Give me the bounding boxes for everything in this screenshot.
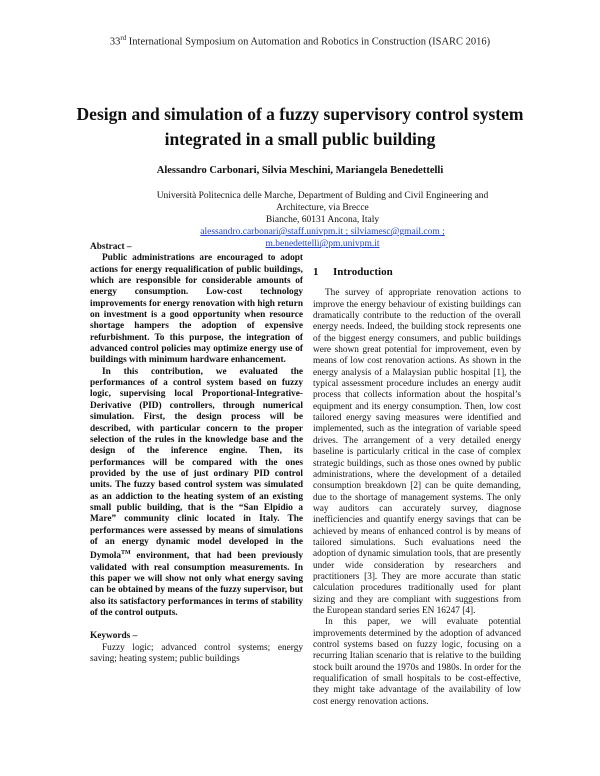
keywords-heading: Keywords – (90, 631, 138, 642)
affiliation (150, 190, 495, 250)
trademark-sup: TM (121, 550, 131, 557)
abstract-heading: Abstract – (90, 242, 132, 252)
intro-paragraph-2: In this paper, we will evaluate potential improvements determined by the adoption of advanced control systems based on fuzzy logic, focusing on a recurring Italian scenario that is relative to the building stock built around the 1970s and 1980s. In order for the requalification of small hospitals to be cost-effective, they might take advantage of the availability of low cost energy renovation actions. (313, 617, 521, 707)
abstract-paragraph-2 (90, 367, 303, 620)
left-column (90, 242, 303, 665)
affiliation-line-1: Università Politecnica delle Marche, Department of Bulding and Civil Engineering and Architecture, via Brecce (156, 191, 489, 213)
authors: Alessandro Carbonari, Silvia Meschini, Mariangela Benedettelli (156, 165, 444, 176)
section-heading (313, 267, 521, 278)
author-emails-link[interactable]: alessandro.carbonari@staff.univpm.it ; silviamesc@gmail.com ; m.benedettelli@pm.univpm.it (200, 227, 445, 249)
intro-paragraph-1: The survey of appropriate renovation actions to improve the energy behaviour of existing buildings can dramatically contribute to the reduction of the overall energy needs. Indeed, the building stock represents one of the biggest energy consumers, and public buildings were shown great potential for improvement, even by means of low cost renovation actions. As shown in the energy analysis of a Malaysian public hospital [1], the typical assessment procedure includes an energy audit process that collects information about the hospital’s equipment and its energy consumption. Then, low cost tailored energy saving measures were identified and implemented, such as the integration of variable speed drives. The arrangement of a very detailed energy baseline is particularly critical in the case of complex strategic buildings, such as those ones owned by public administrations, where the development of a detailed consumption breakdown [2] can be quite demanding, due to the shortage of management systems. The only way auditors can accurately survey, diagnose inefficiencies and quantify energy savings that can be achieved by means of enhanced control is by means of tailored simulations. Such evaluations need the adoption of dynamic simulation tools, that are presently under wide consideration by researchers and practitioners [3]. They are more accurate than static calculation procedures traditionally used for plant sizing and they are compliant with suggestions from the European standard series EN 16247 [4]. (313, 288, 521, 616)
section-title: Introduction (333, 266, 393, 278)
abstract-para2-a: In this contribution, we evaluated the performances of a control system based on fuzzy logic, supervising local Proportional-Integrative-Derivative (PID) controllers, through numerical simulation. First, the design process will be described, with particular concern to the proper selection of the rules in the knowledge base and the design of the inference engine. Then, its performances will be compared with the ones provided by the use of just ordinary PID control units. The fuzzy based control system was simulated as an addiction to the heating system of an existing small public building, that is the “San Elpidio a Mare” community clinic located in Italy. The performances were assessed by means of simulations of an energy dynamic model developed in the Dymola (90, 366, 303, 562)
keywords-text: Fuzzy logic; advanced control systems; energy saving; heating system; public buildings (90, 642, 303, 665)
header-rest: International Symposium on Automation and Robotics in Construction (ISARC 2016) (126, 36, 491, 48)
title-line-1: Design and simulation of a fuzzy supervisory control system (76, 104, 524, 124)
conference-header (0, 34, 600, 48)
right-column (313, 242, 521, 708)
header-sup: rd (120, 34, 127, 42)
header-prefix: 33 (109, 36, 121, 48)
abstract-paragraph-1: Public administrations are encouraged to adopt actions for energy requalification of public buildings, which are responsible for considerable amounts of energy consumption. Low-cost technology improvements for energy renovation with high return on investment is a good opportunity when resource shortage hampers the adoption of expensive refurbishment. To this purpose, the integration of advanced control policies may optimize energy use of buildings with minimum hardware enhancement. (90, 253, 303, 366)
affiliation-line-2: Bianche, 60131 Ancona, Italy (265, 215, 380, 225)
section-number: 1 (313, 266, 319, 278)
paper-title (60, 102, 540, 152)
title-line-2: integrated in a small public building (164, 129, 436, 149)
abstract-para2-b: environment, that had been previously validated with real consumption measurements. In this paper we will show not only what energy saving can be obtained by means of the fuzzy supervisor, but also its satisfactory performances in terms of stability of the control outputs. (90, 551, 303, 619)
